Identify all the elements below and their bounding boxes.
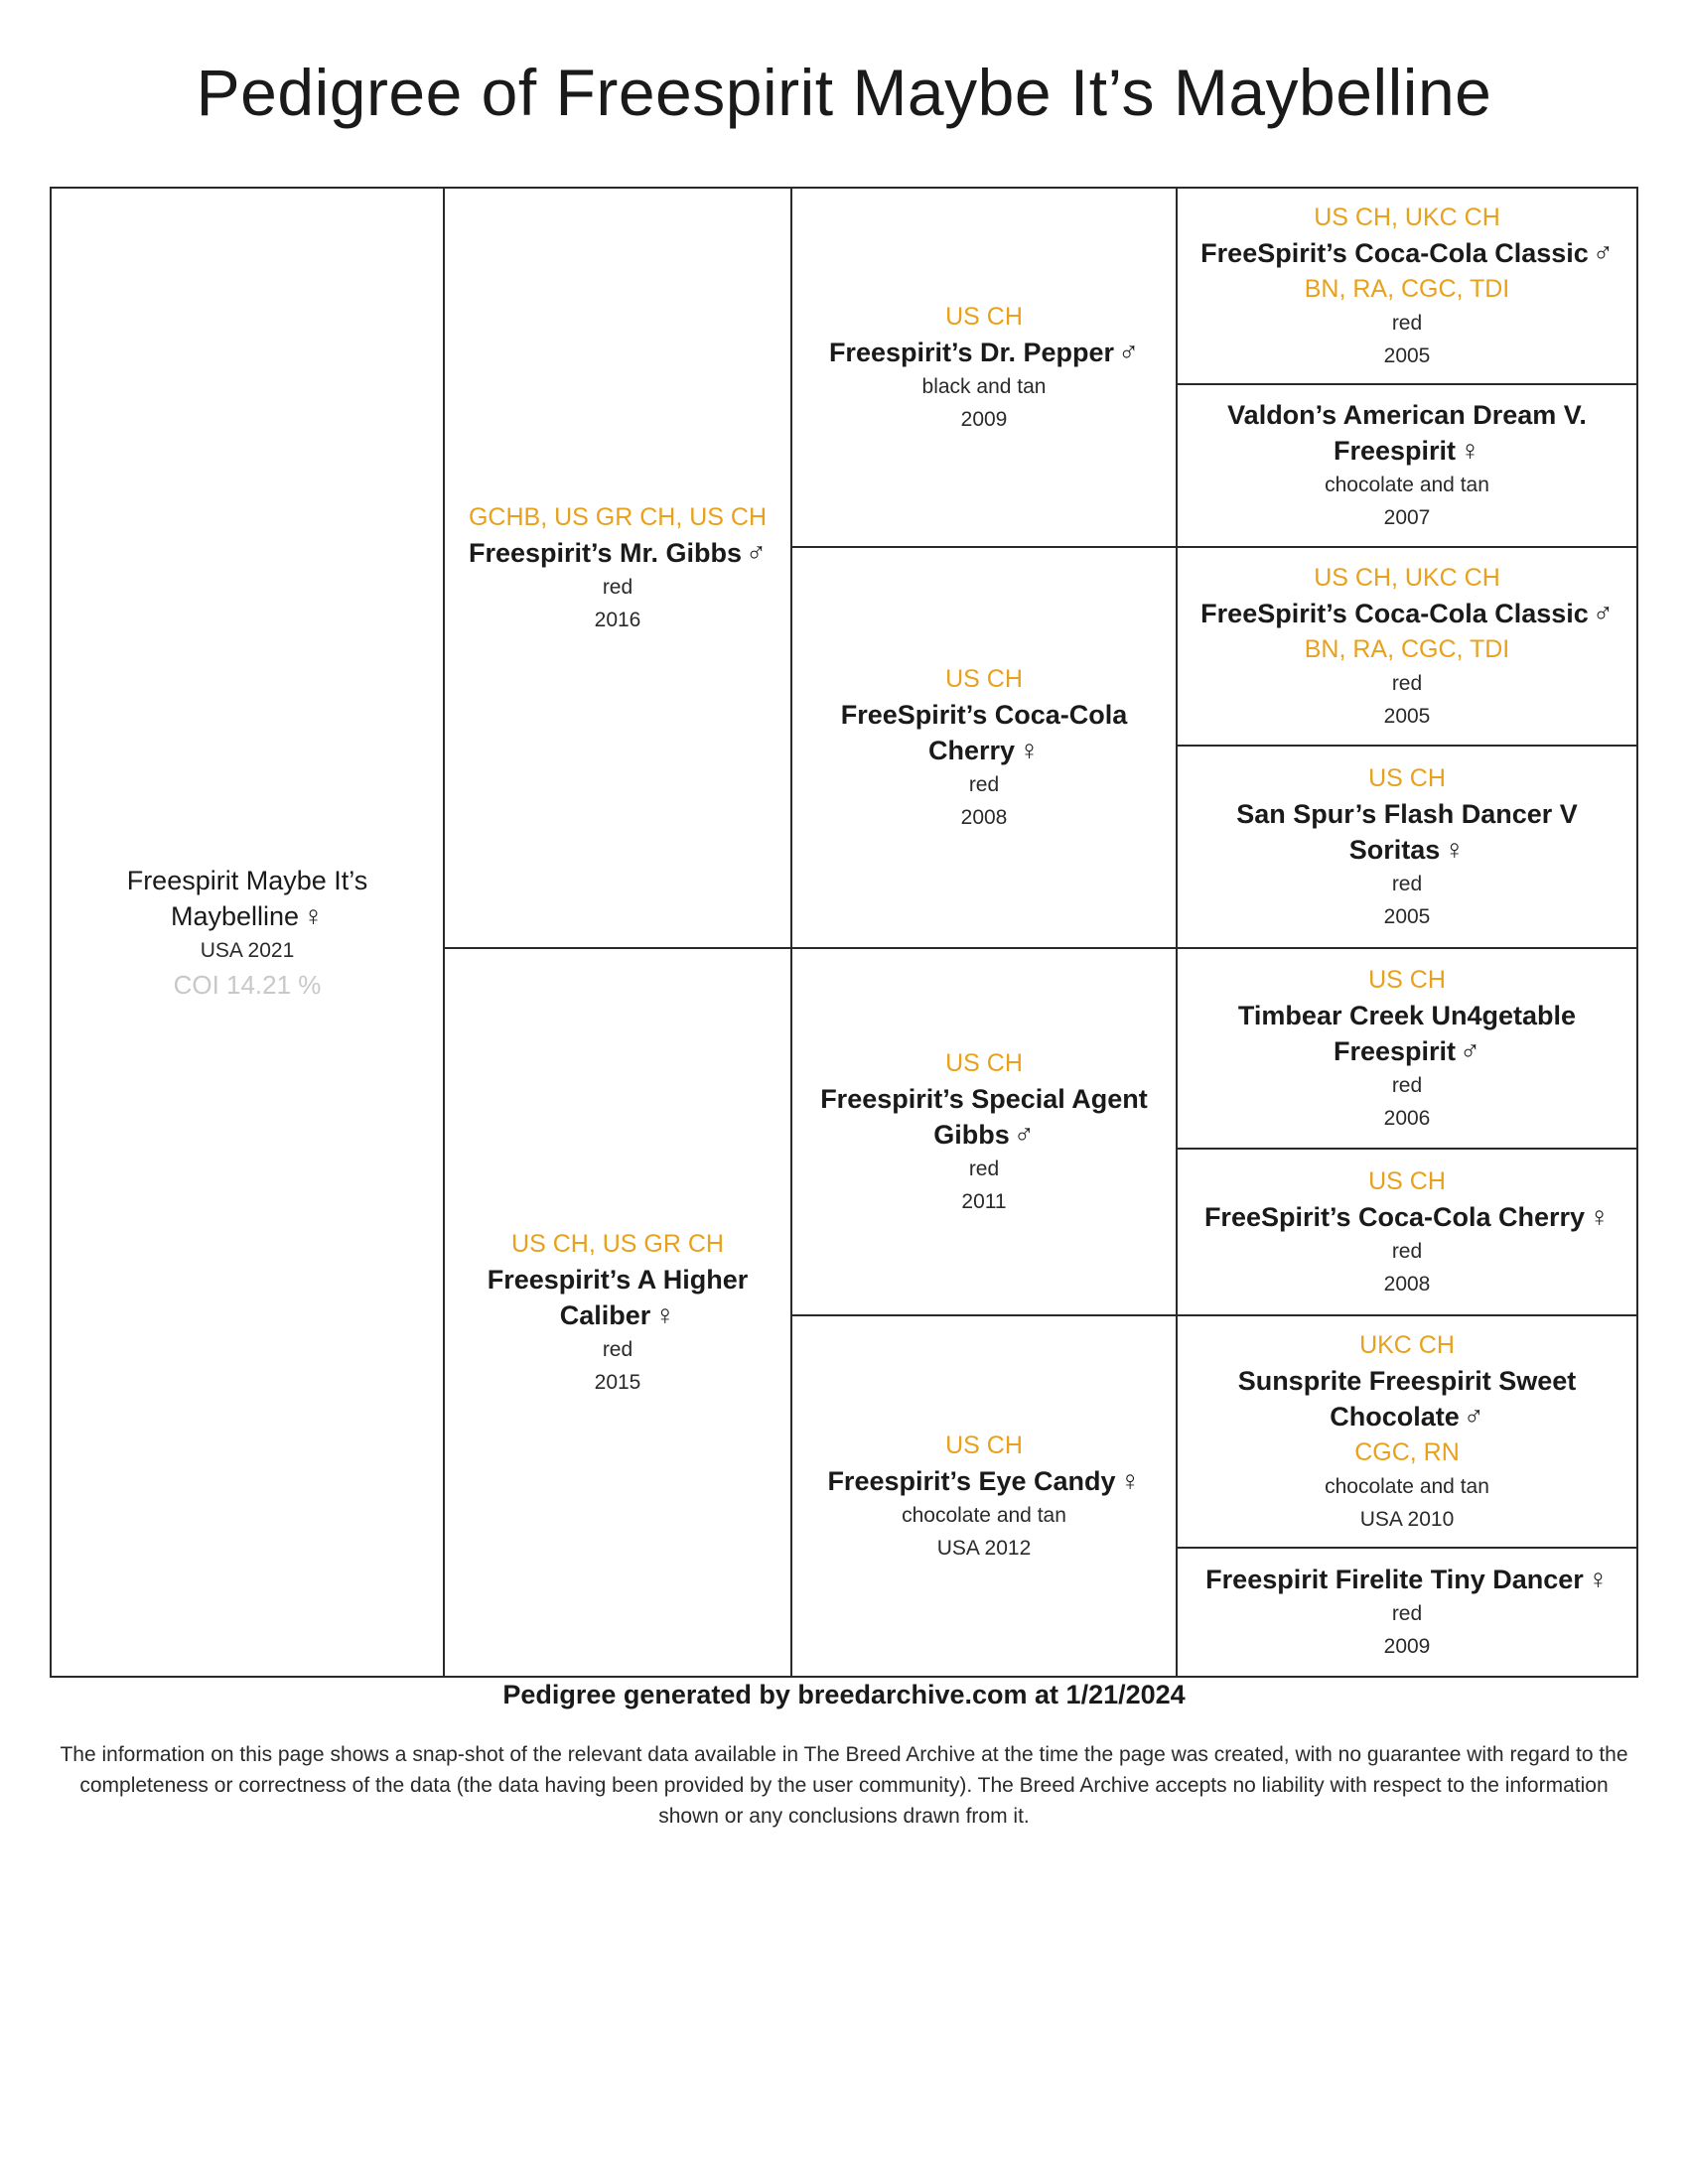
great-grandparent-2-cell[interactable] <box>1176 383 1638 548</box>
dam-dam-titles: US CH <box>945 1432 1023 1459</box>
gg7-name: Sunsprite Freespirit Sweet Chocolate ♂ <box>1237 1366 1577 1432</box>
gg5-name: Timbear Creek Un4getable Freespirit ♂ <box>1237 1001 1577 1066</box>
sire-dam-titles: US CH <box>945 665 1023 693</box>
gg6-titles: US CH <box>1368 1167 1446 1195</box>
gg8-name: Freespirit Firelite Tiny Dancer ♀ <box>1205 1564 1609 1594</box>
dam-dam-color: chocolate and tan <box>902 1504 1066 1527</box>
gg7-color: chocolate and tan <box>1325 1475 1489 1498</box>
sire-color: red <box>602 576 633 599</box>
gg1-color: red <box>1391 312 1423 335</box>
sire-sire-titles: US CH <box>945 303 1023 331</box>
male-icon: ♂ <box>1592 598 1614 628</box>
gg3-year: 2005 <box>1383 705 1431 728</box>
gg4-titles: US CH <box>1368 764 1446 792</box>
sire-cell[interactable] <box>443 187 792 949</box>
dam-sire-color: red <box>968 1158 1000 1180</box>
gg3-color: red <box>1391 672 1423 695</box>
gg4-year: 2005 <box>1383 905 1431 928</box>
gg2-name: Valdon’s American Dream V. Freespirit ♀ <box>1227 400 1587 466</box>
gg7-year: USA 2010 <box>1359 1508 1455 1531</box>
great-grandparent-6-cell[interactable] <box>1176 1148 1638 1316</box>
gg6-color: red <box>1391 1240 1423 1263</box>
sire-dam-color: red <box>968 773 1000 796</box>
male-icon: ♂ <box>1592 237 1614 268</box>
sire-sire-cell[interactable] <box>790 187 1178 548</box>
sire-titles: GCHB, US GR CH, US CH <box>468 503 768 531</box>
pedigree-grid <box>50 187 1638 1678</box>
female-icon: ♀ <box>1589 1201 1611 1232</box>
gg1-year: 2005 <box>1383 344 1431 367</box>
gg8-year: 2009 <box>1383 1635 1431 1658</box>
dam-titles: US CH, US GR CH <box>511 1230 724 1258</box>
male-icon: ♂ <box>1118 337 1140 367</box>
generated-note: Pedigree generated by breedarchive.com at 1/21/2024 <box>502 1680 1186 1709</box>
gg8-color: red <box>1391 1602 1423 1625</box>
gg3-suffix: BN, RA, CGC, TDI <box>1304 635 1510 663</box>
gg4-name: San Spur’s Flash Dancer V Soritas ♀ <box>1236 799 1578 865</box>
gg6-name: FreeSpirit’s Coca-Cola Cherry ♀ <box>1203 1201 1611 1232</box>
gg5-year: 2006 <box>1383 1107 1431 1130</box>
disclaimer-text: The information on this page shows a snap-shot of the relevant data available in The Breed Archive at the time the page was created, with no guarantee with regard to the completeness or correctness of the data (the data having been provided by the user community). The Breed Archive accepts no liability with respect to the information shown or any conclusions drawn from it. <box>60 1743 1628 1828</box>
dam-sire-titles: US CH <box>945 1049 1023 1077</box>
dam-cell[interactable] <box>443 947 792 1678</box>
page-title: Pedigree of Freespirit Maybe It’s Maybelline <box>196 56 1492 129</box>
gg5-titles: US CH <box>1368 966 1446 994</box>
dam-color: red <box>602 1338 633 1361</box>
sire-sire-color: black and tan <box>921 375 1047 398</box>
gg3-name: FreeSpirit’s Coca-Cola Classic ♂ <box>1200 598 1614 628</box>
gg7-suffix: CGC, RN <box>1354 1438 1460 1466</box>
gg4-color: red <box>1391 873 1423 895</box>
dam-name: Freespirit’s A Higher Caliber ♀ <box>487 1265 749 1330</box>
male-icon: ♂ <box>1013 1119 1035 1150</box>
dam-dam-year: USA 2012 <box>936 1537 1032 1560</box>
dam-sire-cell[interactable] <box>790 947 1178 1316</box>
gg2-color: chocolate and tan <box>1325 474 1489 496</box>
great-grandparent-8-cell[interactable] <box>1176 1547 1638 1678</box>
sire-sire-year: 2009 <box>960 408 1008 431</box>
great-grandparent-4-cell[interactable] <box>1176 745 1638 949</box>
great-grandparent-3-cell[interactable] <box>1176 546 1638 747</box>
subject-name: Freespirit Maybe It’s Maybelline ♀ <box>126 865 368 931</box>
gg7-titles: UKC CH <box>1359 1331 1455 1359</box>
male-icon: ♂ <box>746 537 768 568</box>
gg3-titles: US CH, UKC CH <box>1314 564 1500 592</box>
gg1-titles: US CH, UKC CH <box>1314 204 1500 231</box>
dam-dam-cell[interactable] <box>790 1314 1178 1678</box>
sire-dam-cell[interactable] <box>790 546 1178 949</box>
subject-info: USA 2021 <box>200 938 295 962</box>
great-grandparent-5-cell[interactable] <box>1176 947 1638 1150</box>
dam-sire-year: 2011 <box>961 1190 1007 1213</box>
female-icon: ♀ <box>303 899 325 931</box>
gg1-suffix: BN, RA, CGC, TDI <box>1304 275 1510 303</box>
dam-sire-name: Freespirit’s Special Agent Gibbs ♂ <box>820 1084 1148 1150</box>
gg6-year: 2008 <box>1383 1273 1431 1296</box>
sire-name: Freespirit’s Mr. Gibbs ♂ <box>468 537 768 568</box>
sire-year: 2016 <box>594 609 641 631</box>
dam-dam-name: Freespirit’s Eye Candy ♀ <box>827 1465 1141 1496</box>
sire-sire-name: Freespirit’s Dr. Pepper ♂ <box>828 337 1140 367</box>
gg1-name: FreeSpirit’s Coca-Cola Classic ♂ <box>1200 237 1614 268</box>
sire-dam-name: FreeSpirit’s Coca-Cola Cherry ♀ <box>840 700 1128 765</box>
female-icon: ♀ <box>654 1299 676 1330</box>
female-icon: ♀ <box>1444 834 1466 865</box>
dam-year: 2015 <box>594 1371 641 1394</box>
gg5-color: red <box>1391 1074 1423 1097</box>
subject-cell[interactable] <box>50 187 445 1678</box>
great-grandparent-1-cell[interactable] <box>1176 187 1638 385</box>
female-icon: ♀ <box>1460 435 1481 466</box>
female-icon: ♀ <box>1019 735 1041 765</box>
gg2-year: 2007 <box>1383 506 1431 529</box>
male-icon: ♂ <box>1463 1401 1484 1432</box>
female-icon: ♀ <box>1587 1564 1609 1594</box>
male-icon: ♂ <box>1460 1035 1481 1066</box>
female-icon: ♀ <box>1119 1465 1141 1496</box>
great-grandparent-7-cell[interactable] <box>1176 1314 1638 1549</box>
subject-coi: COI 14.21 % <box>173 969 322 1000</box>
sire-dam-year: 2008 <box>960 806 1008 829</box>
